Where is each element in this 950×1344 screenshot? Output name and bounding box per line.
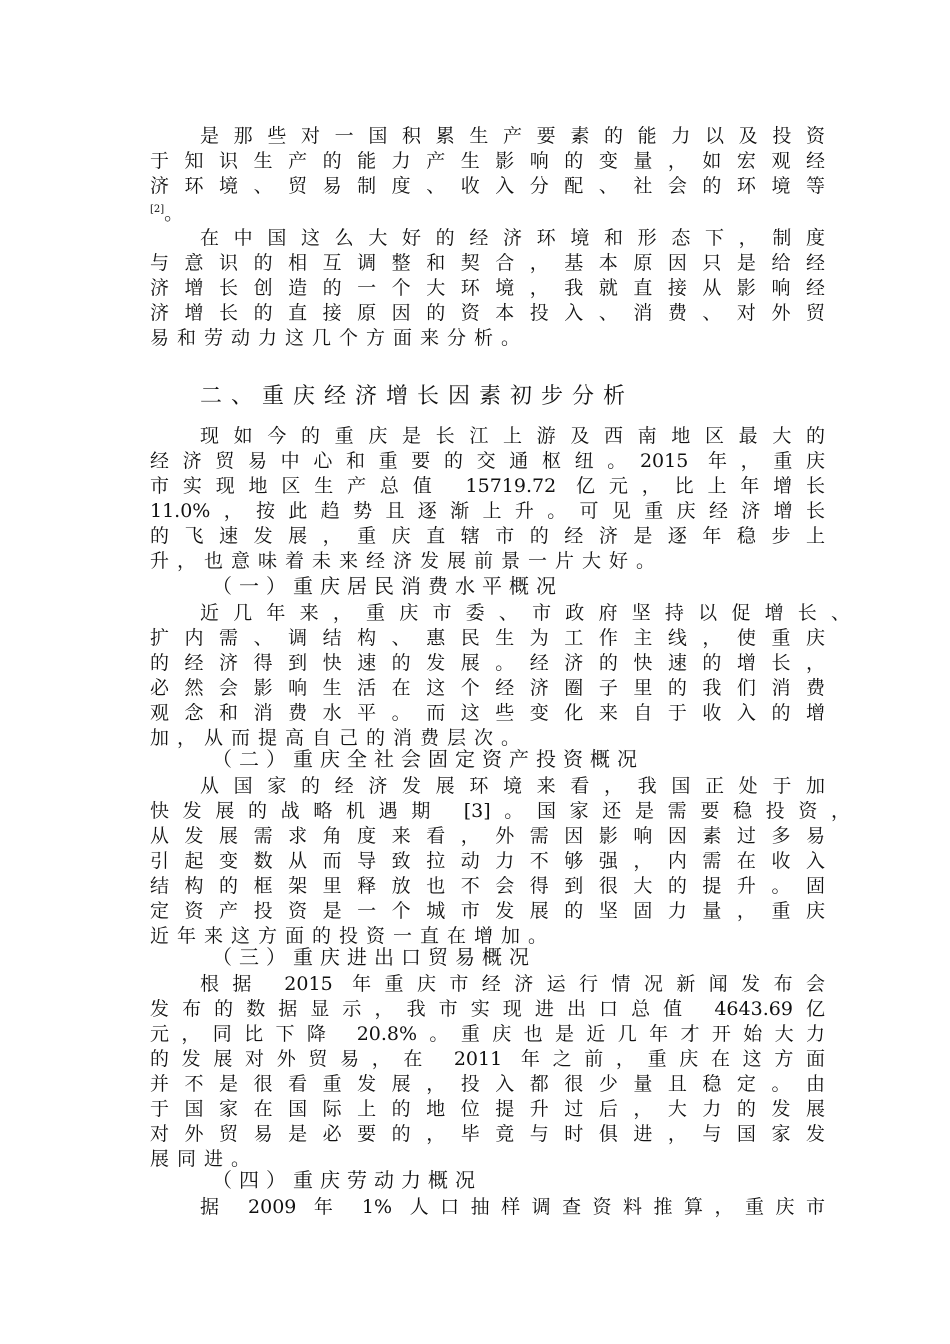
text-line-p6-8: 展同进。 [150, 1148, 259, 1170]
text-line-p2-2: 与意识的相互调整和契合，基本原因只是给经 [150, 252, 825, 274]
text-line-p6-1: 根据 2015 年重庆市经济运行情况新闻发布会 [200, 973, 825, 995]
text-line-p6-2: 发布的数据显示，我市实现进出口总值 4643.69亿 [150, 998, 825, 1020]
text-line-p7-1: 据 2009 年 1% 人口抽样调查资料推算，重庆市 [200, 1196, 825, 1218]
sub-heading-1: （一）重庆居民消费水平概况 [212, 574, 563, 598]
text-line-p5-4: 引起变数从而导致拉动力不够强，内需在收入 [150, 850, 825, 872]
text-line-p4-2: 扩内需、调结构、惠民生为工作主线，使重庆 [150, 627, 825, 649]
section-heading: 二、重庆经济增长因素初步分析 [200, 384, 635, 409]
text-line-p1-4: [2]。 [150, 202, 192, 225]
text-line-p3-1: 现如今的重庆是长江上游及西南地区最大的 [200, 425, 825, 447]
text-line-p2-3: 济增长创造的一个大环境，我就直接从影响经 [150, 277, 825, 299]
text-line-p5-6: 定资产投资是一个城市发展的坚固力量，重庆 [150, 900, 825, 922]
text-line-p2-1: 在中国这么大好的经济环境和形态下，制度 [200, 227, 825, 249]
text-line-p3-4: 11.0%，按此趋势且逐渐上升。可见重庆经济增长 [150, 500, 825, 522]
text-line-p3-2: 经济贸易中心和重要的交通枢纽。2015 年，重庆 [150, 450, 825, 472]
text-line-p2-4: 济增长的直接原因的资本投入、消费、对外贸 [150, 302, 825, 324]
text-line-p3-6: 升，也意味着未来经济发展前景一片大好。 [150, 550, 664, 572]
text-line-p3-3: 市实现地区生产总值 15719.72 亿元，比上年增长 [150, 475, 825, 497]
text-line-p4-1: 近几年来，重庆市委、市政府坚持以促增长、 [200, 602, 850, 624]
citation-marker: [2] [150, 204, 165, 215]
text-line-p4-6: 加，从而提高自己的消费层次。 [150, 727, 529, 749]
text-line-p4-3: 的经济得到快速的发展。经济的快速的增长， [150, 652, 825, 674]
text-line-p1-1: 是那些对一国积累生产要素的能力以及投资 [200, 125, 825, 147]
sub-heading-4: （四）重庆劳动力概况 [212, 1168, 482, 1192]
text-line-p6-7: 对外贸易是必要的，毕竟与时俱进，与国家发 [150, 1123, 825, 1145]
text-line-p5-2: 快发展的战略机遇期 [3]。国家还是需要稳投资， [150, 800, 850, 822]
text-line-p1-2: 于知识生产的能力产生影响的变量，如宏观经 [150, 150, 825, 172]
text-line-p6-6: 于国家在国际上的地位提升过后，大力的发展 [150, 1098, 825, 1120]
text-line-p5-7: 近年来这方面的投资一直在增加。 [150, 925, 556, 947]
sub-heading-3: （三）重庆进出口贸易概况 [212, 945, 536, 969]
text-line-p6-4: 的发展对外贸易，在 2011 年之前，重庆在这方面 [150, 1048, 825, 1070]
text-line-p4-5: 观念和消费水平。而这些变化来自于收入的增 [150, 702, 825, 724]
sub-heading-2: （二）重庆全社会固定资产投资概况 [212, 747, 644, 771]
text-line-p2-5: 易和劳动力这几个方面来分析。 [150, 327, 529, 349]
text-line-p3-5: 的飞速发展，重庆直辖市的经济是逐年稳步上 [150, 525, 825, 547]
text-line-p5-5: 结构的框架里释放也不会得到很大的提升。固 [150, 875, 825, 897]
text-line-p1-3: 济环境、贸易制度、收入分配、社会的环境等 [150, 175, 825, 197]
text-line-p6-3: 元，同比下降 20.8%。重庆也是近几年才开始大力 [150, 1023, 825, 1045]
text-line-p5-3: 从发展需求角度来看，外需因影响因素过多易 [150, 825, 825, 847]
text-line-p4-4: 必然会影响生活在这个经济圈子里的我们消费 [150, 677, 825, 699]
text-line-p5-1: 从国家的经济发展环境来看，我国正处于加 [200, 775, 825, 797]
text-line-p6-5: 并不是很看重发展，投入都很少量且稳定。由 [150, 1073, 825, 1095]
